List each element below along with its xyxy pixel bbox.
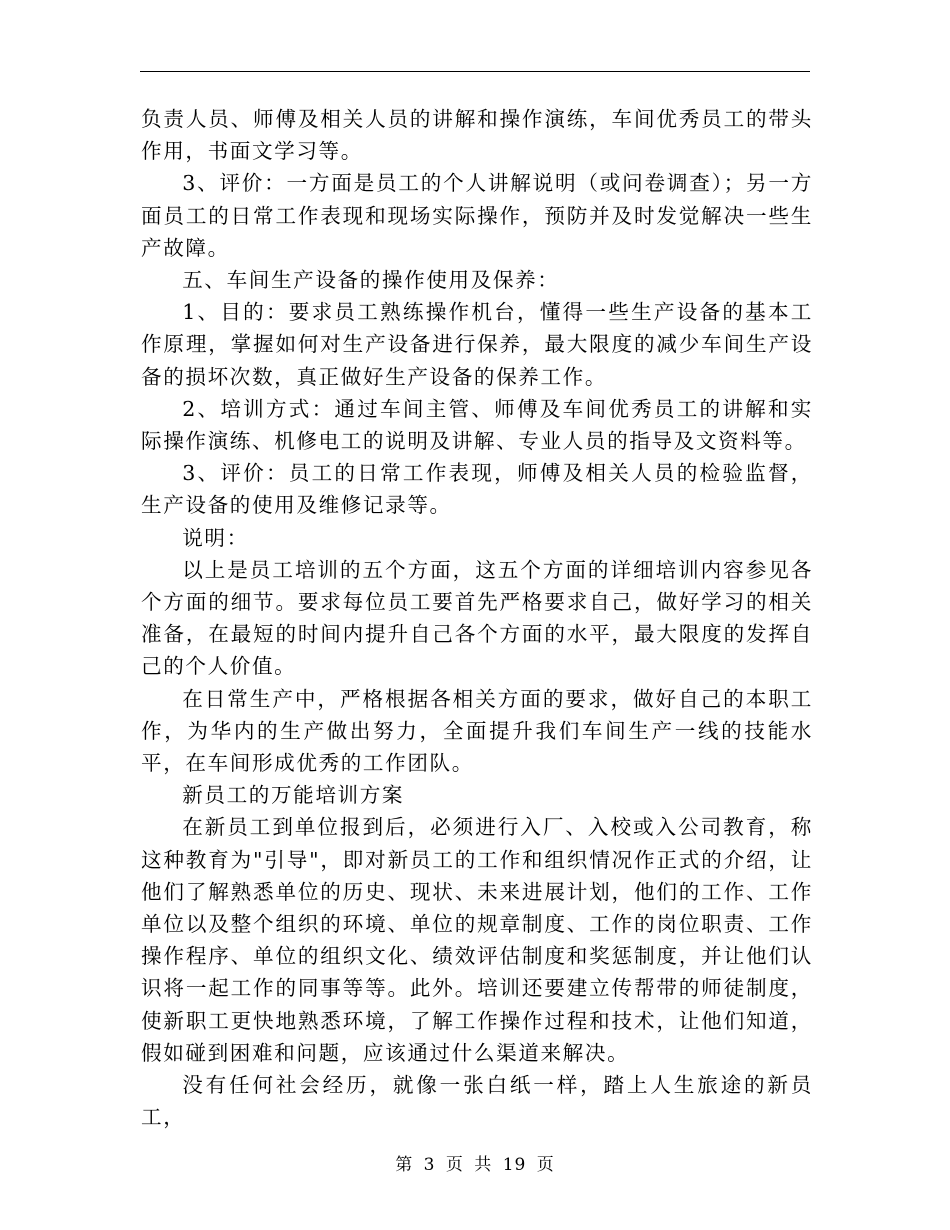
header-rule xyxy=(140,71,810,72)
footer-suffix: 页 xyxy=(536,1155,555,1175)
paragraph: 负责人员、师傅及相关人员的讲解和操作演练，车间优秀员工的带头作用，书面文学习等。 xyxy=(141,107,813,164)
page-footer xyxy=(0,1150,950,1175)
paragraph: 以上是员工培训的五个方面，这五个方面的详细培训内容参见各个方面的细节。要求每位员工要首先严格要求自己，做好学习的相关准备，在最短的时间内提升自己各个方面的水平，最大限度的发挥自己的个人价值。 xyxy=(141,557,813,679)
paragraph: 在日常生产中，严格根据各相关方面的要求，做好自己的本职工作，为华内的生产做出努力，全面提升我们车间生产一线的技能水平，在车间形成优秀的工作团队。 xyxy=(141,686,813,776)
footer-mid2: 共 xyxy=(474,1155,493,1175)
paragraph: 1、目的：要求员工熟练操作机台，懂得一些生产设备的基本工作原理，掌握如何对生产设备进行保养，最大限度的减少车间生产设备的损坏次数，真正做好生产设备的保养工作。 xyxy=(141,300,813,389)
paragraph: 2、培训方式：通过车间主管、师傅及车间优秀员工的讲解和实际操作演练、机修电工的说明及讲解、专业人员的指导及文资料等。 xyxy=(141,396,813,454)
paragraph: 在新员工到单位报到后，必须进行入厂、入校或入公司教育，称这种教育为"引导"，即对新员工的工作和组织情况作正式的介绍，让他们了解熟悉单位的历史、现状、未来进展计划，他们的工作、工作单位以及整个组织的环境、单位的规章制度、工作的岗位职责、工作操作程序、单位的组织文化、绩效评估制度和奖惩制度，并让他们认识将一起工作的同事等等。此外。培训还要建立传帮带的师徒制度，使新职工更快地熟悉环境，了解工作操作过程和技术，让他们知道，假如碰到困难和问题，应该通过什么渠道来解决。 xyxy=(141,815,813,1065)
section-heading: 五、车间生产设备的操作使用及保养： xyxy=(182,268,560,293)
paragraph: 没有任何社会经历，就像一张白纸一样，踏上人生旅途的新员工， xyxy=(141,1073,813,1130)
footer-total-pages: 19 xyxy=(502,1155,527,1175)
section-heading: 新员工的万能培训方案 xyxy=(182,783,405,808)
paragraph: 3、评价：一方面是员工的个人讲解说明（或问卷调查）；另一方面员工的日常工作表现和现场实际操作，预防并及时发觉解决一些生产故障。 xyxy=(141,171,813,260)
footer-page-number: 3 xyxy=(423,1155,436,1175)
body-text xyxy=(141,103,813,1134)
footer-prefix: 第 xyxy=(395,1155,414,1175)
section-heading: 说明： xyxy=(182,525,249,550)
paragraph: 3、评价：员工的日常工作表现，师傅及相关人员的检验监督，生产设备的使用及维修记录等。 xyxy=(141,461,813,518)
footer-mid1: 页 xyxy=(445,1155,464,1175)
